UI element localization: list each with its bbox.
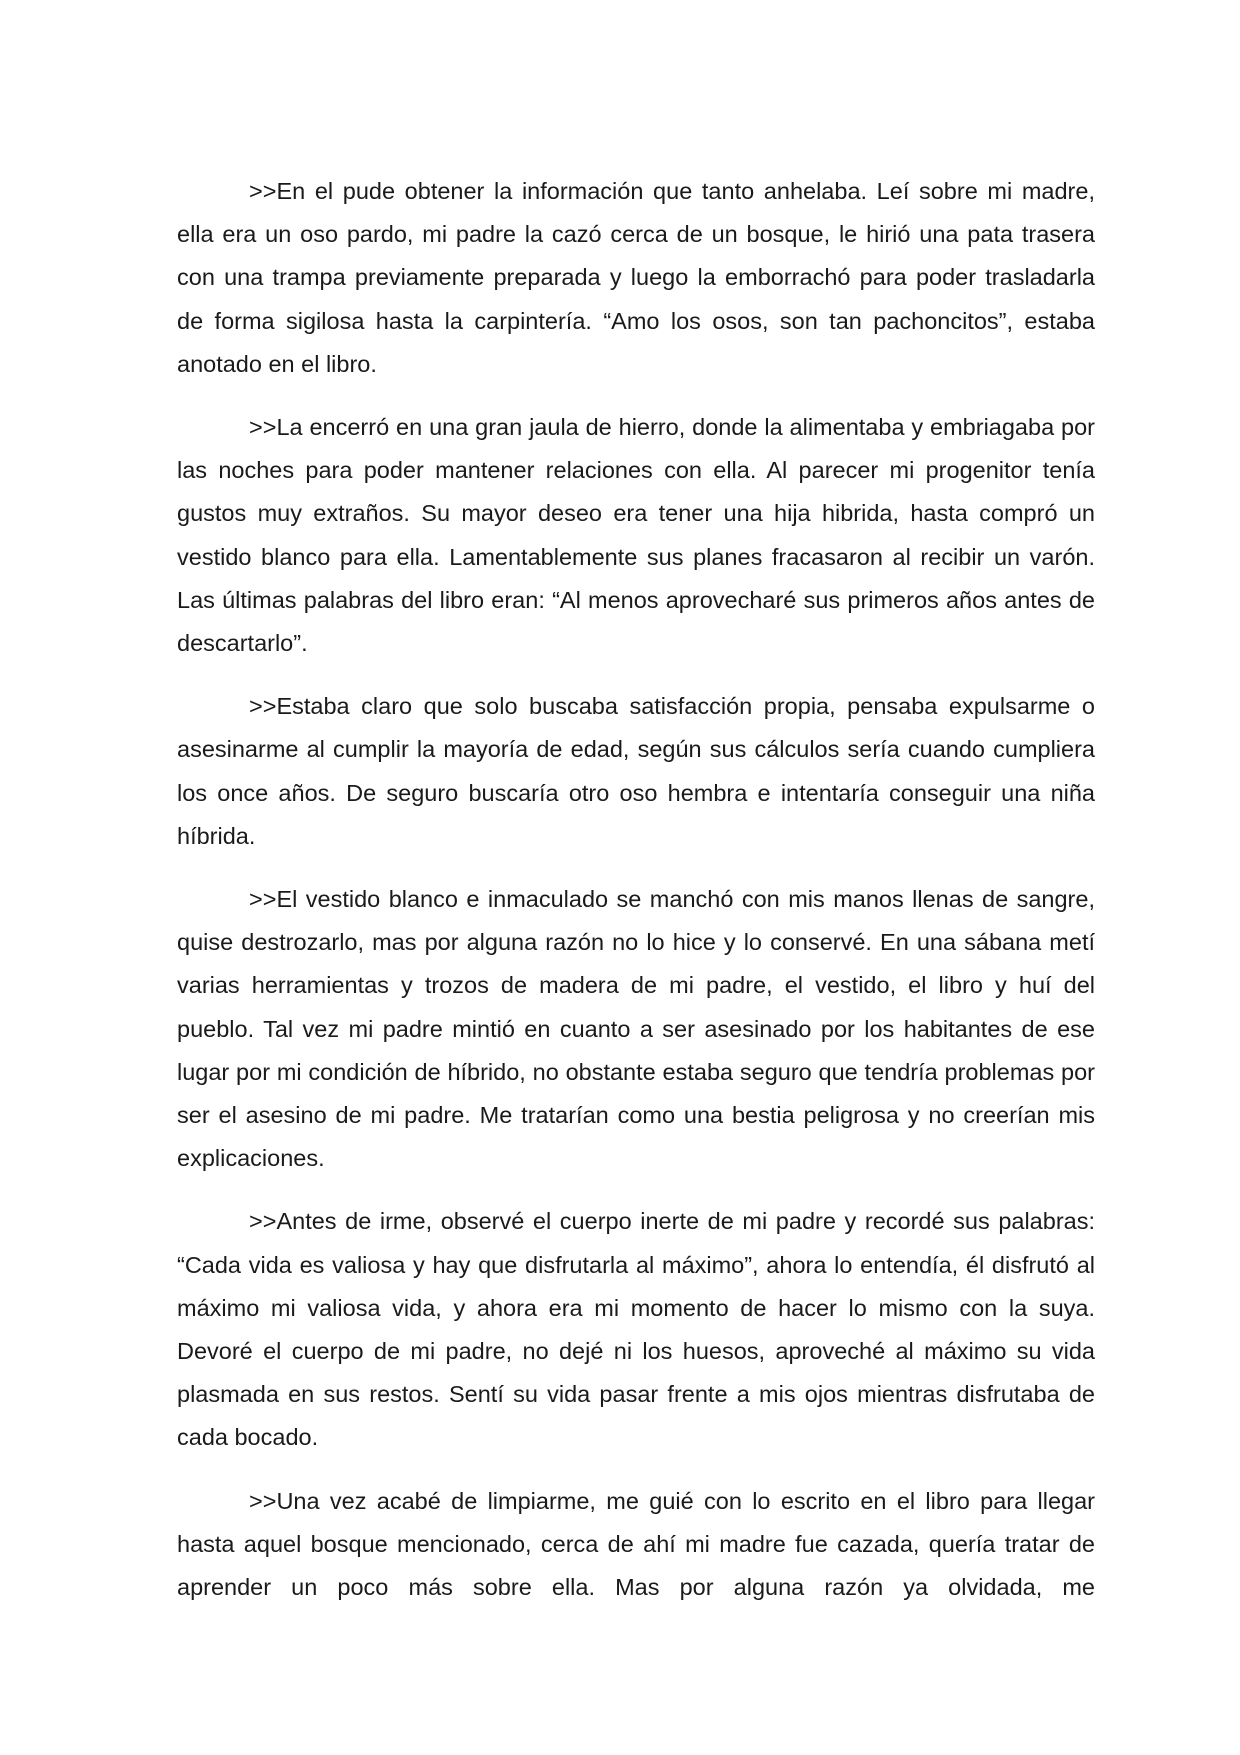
paragraph: >>En el pude obtener la información que tanto anhelaba. Leí sobre mi madre, ella era un oso pardo, mi padre la cazó cerca de un bosque, le hirió una pata trasera con una trampa previamente preparada y luego la emborrachó para poder trasladarla de forma sigilosa hasta la carpintería. “Amo los osos, son tan pachoncitos”, estaba anotado en el libro.: [177, 178, 1095, 377]
paragraph: >>Antes de irme, observé el cuerpo inerte de mi padre y recordé sus palabras: “Cada vida es valiosa y hay que disfrutarla al máximo”, ahora lo entendía, él disfrutó al máximo mi valiosa vida, y ahora era mi momento de hacer lo mismo con la suya. Devoré el cuerpo de mi padre, no dejé ni los huesos, aproveché al máximo su vida plasmada en sus restos. Sentí su vida pasar frente a mis ojos mientras disfrutaba de cada bocado.: [177, 1208, 1095, 1451]
paragraph: >>La encerró en una gran jaula de hierro, donde la alimentaba y embriagaba por las noches para poder mantener relaciones con ella. Al parecer mi progenitor tenía gustos muy extraños. Su mayor deseo era tener una hija hibrida, hasta compró un vestido blanco para ella. Lamentablemente sus planes fracasaron al recibir un varón. Las últimas palabras del libro eran: “Al menos aprovecharé sus primeros años antes de descartarlo”.: [177, 414, 1095, 657]
paragraph: >>Una vez acabé de limpiarme, me guié con lo escrito en el libro para llegar hasta aquel bosque mencionado, cerca de ahí mi madre fue cazada, quería tratar de aprender un poco más sobre ella. Mas por alguna razón ya olvidada, me: [177, 1487, 1095, 1601]
document-body: [177, 170, 1095, 1629]
paragraph: >>El vestido blanco e inmaculado se manchó con mis manos llenas de sangre, quise destrozarlo, mas por alguna razón no lo hice y lo conservé. En una sábana metí varias herramientas y trozos de madera de mi padre, el vestido, el libro y huí del pueblo. Tal vez mi padre mintió en cuanto a ser asesinado por los habitantes de ese lugar por mi condición de híbrido, no obstante estaba seguro que tendría problemas por ser el asesino de mi padre. Me tratarían como una bestia peligrosa y no creerían mis explicaciones.: [177, 886, 1095, 1172]
paragraph: >>Estaba claro que solo buscaba satisfacción propia, pensaba expulsarme o asesinarme al cumplir la mayoría de edad, según sus cálculos sería cuando cumpliera los once años. De seguro buscaría otro oso hembra e intentaría conseguir una niña híbrida.: [177, 693, 1095, 849]
